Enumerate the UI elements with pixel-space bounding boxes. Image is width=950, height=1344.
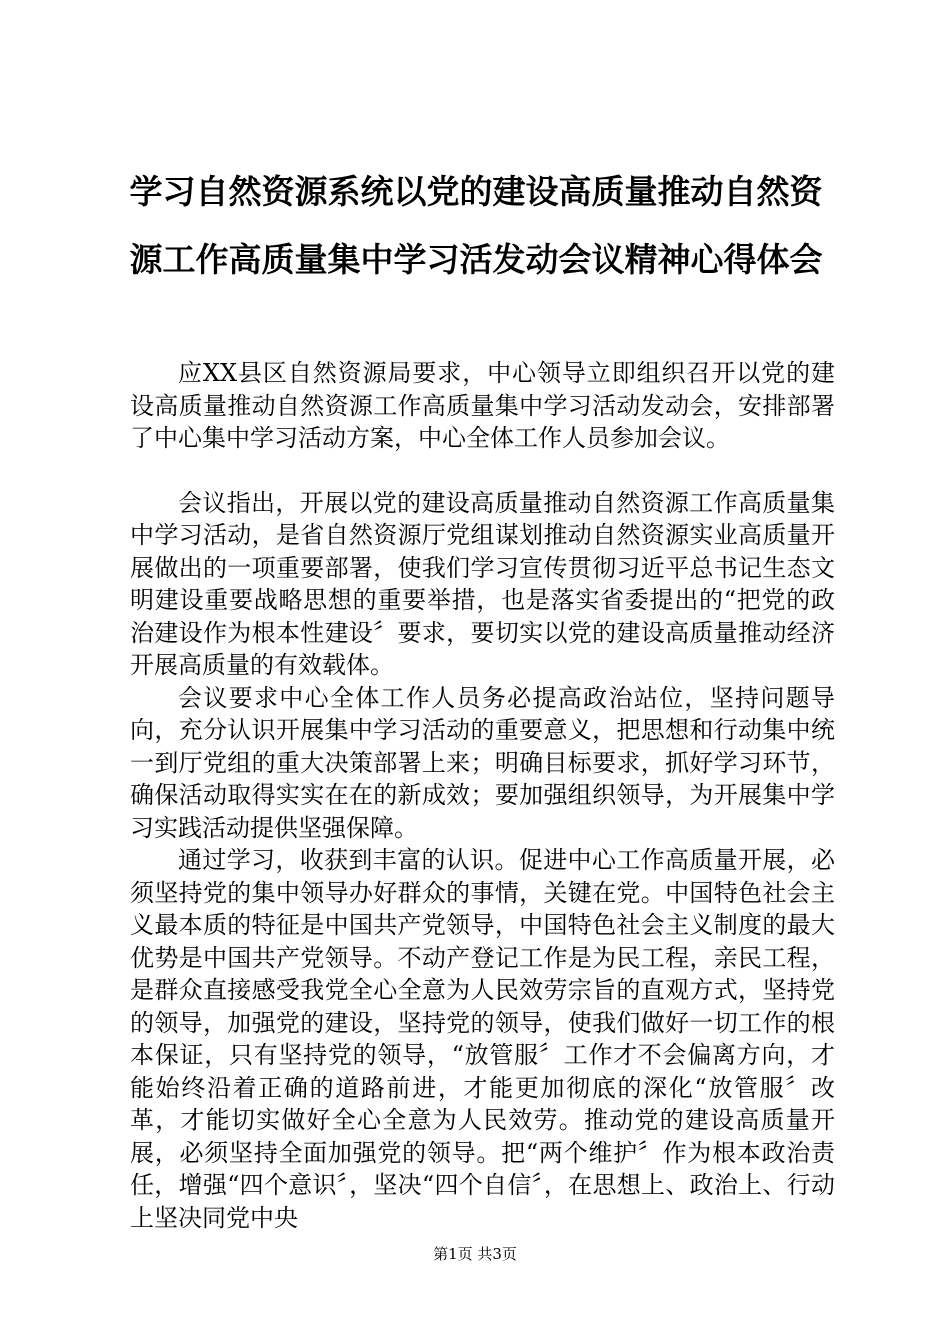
document-title: 学习自然资源系统以党的建设高质量推动自然资源工作高质量集中学习活发动会议精神心得体会	[129, 172, 823, 279]
paragraph-2: 会议指出，开展以党的建设高质量推动自然资源工作高质量集中学习活动，是省自然资源厅党组谋划推动自然资源实业高质量开展做出的一项重要部署，使我们学习宣传贯彻习近平总书记生态文明建设重要战略思想的重要举措，也是落实省委提出的“把党的政治建设作为根本性建设〞要求，要切实以党的建设高质量推动经济开展高质量的有效载体。	[130, 488, 835, 679]
page-footer: 第1页 共3页	[433, 1245, 517, 1263]
paragraph-3: 会议要求中心全体工作人员务必提高政治站位，坚持问题导向，充分认识开展集中学习活动的重要意义，把思想和行动集中统一到厅党组的重大决策部署上来；明确目标要求，抓好学习环节，确保活动取得实实在在的新成效；要加强组织领导，为开展集中学习实践活动提供坚强保障。	[130, 683, 835, 842]
paragraph-1: 应XX县区自然资源局要求，中心领导立即组织召开以党的建设高质量推动自然资源工作高质量集中学习活动发动会，安排部署了中心集中学习活动方案，中心全体工作人员参加会议。	[130, 359, 835, 452]
document-body	[130, 357, 835, 1234]
paragraph-4: 通过学习，收获到丰富的认识。促进中心工作高质量开展，必须坚持党的集中领导办好群众的事情，关键在党。中国特色社会主义最本质的特征是中国共产党领导，中国特色社会主义制度的最大优势是中国共产党领导。不动产登记工作是为民工程，亲民工程，是群众直接感受我党全心全意为人民效劳宗旨的直观方式，坚持党的领导，加强党的建设，坚持党的领导，使我们做好一切工作的根本保证，只有坚持党的领导，“放管服〞工作才不会偏离方向，才能始终沿着正确的道路前进，才能更加彻底的深化“放管服〞改革，才能切实做好全心全意为人民效劳。推动党的建设高质量开展，必须坚持全面加强党的领导。把“两个维护〞作为根本政治责任，增强“四个意识〞，坚决“四个自信〞，在思想上、政治上、行动上坚决同党中央	[130, 846, 835, 1232]
